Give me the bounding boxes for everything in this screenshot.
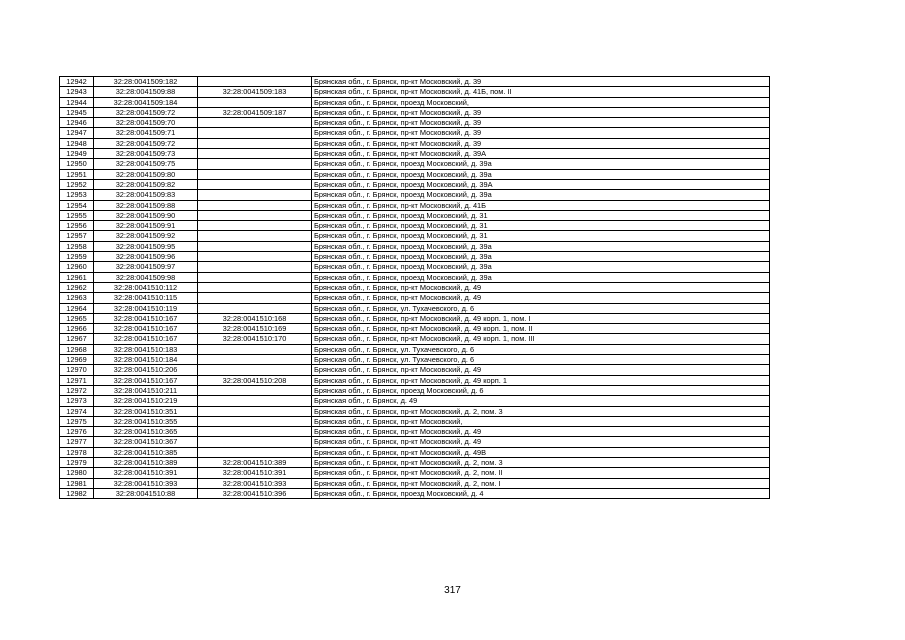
cadastral-number-cell: 32:28:0041509:182 bbox=[94, 77, 198, 87]
page-number: 317 bbox=[444, 585, 461, 596]
address-cell: Брянская обл., г. Брянск, ул. Тухачевского, д. 6 bbox=[312, 344, 770, 354]
related-cadastral-number-cell bbox=[198, 282, 312, 292]
table-row bbox=[60, 303, 770, 313]
row-number-cell: 12945 bbox=[60, 107, 94, 117]
related-cadastral-number-cell bbox=[198, 427, 312, 437]
cadastral-number-cell: 32:28:0041510:88 bbox=[94, 488, 198, 498]
address-cell: Брянская обл., г. Брянск, проезд Московский, д. 39а bbox=[312, 241, 770, 251]
cadastral-number-cell: 32:28:0041509:90 bbox=[94, 210, 198, 220]
address-cell: Брянская обл., г. Брянск, пр-кт Московский, д. 39 bbox=[312, 138, 770, 148]
address-cell: Брянская обл., г. Брянск, пр-кт Московский, д. 49 bbox=[312, 365, 770, 375]
related-cadastral-number-cell: 32:28:0041510:208 bbox=[198, 375, 312, 385]
address-cell: Брянская обл., г. Брянск, пр-кт Московский, д. 41Б bbox=[312, 200, 770, 210]
table-row bbox=[60, 128, 770, 138]
table-row bbox=[60, 313, 770, 323]
row-number-cell: 12949 bbox=[60, 149, 94, 159]
row-number-cell: 12964 bbox=[60, 303, 94, 313]
table-row bbox=[60, 293, 770, 303]
cadastral-number-cell: 32:28:0041509:72 bbox=[94, 107, 198, 117]
table-row bbox=[60, 231, 770, 241]
row-number-cell: 12978 bbox=[60, 447, 94, 457]
related-cadastral-number-cell bbox=[198, 416, 312, 426]
cadastral-number-cell: 32:28:0041510:167 bbox=[94, 324, 198, 334]
table-row bbox=[60, 282, 770, 292]
address-cell: Брянская обл., г. Брянск, ул. Тухачевского, д. 6 bbox=[312, 303, 770, 313]
table-row bbox=[60, 416, 770, 426]
table-row bbox=[60, 210, 770, 220]
row-number-cell: 12944 bbox=[60, 97, 94, 107]
address-cell: Брянская обл., г. Брянск, проезд Московский, д. 31 bbox=[312, 221, 770, 231]
related-cadastral-number-cell bbox=[198, 293, 312, 303]
table-row bbox=[60, 365, 770, 375]
row-number-cell: 12975 bbox=[60, 416, 94, 426]
row-number-cell: 12943 bbox=[60, 87, 94, 97]
related-cadastral-number-cell bbox=[198, 344, 312, 354]
related-cadastral-number-cell bbox=[198, 252, 312, 262]
address-cell: Брянская обл., г. Брянск, пр-кт Московский, д. 2, пом. 3 bbox=[312, 406, 770, 416]
row-number-cell: 12947 bbox=[60, 128, 94, 138]
related-cadastral-number-cell bbox=[198, 128, 312, 138]
cadastral-number-cell: 32:28:0041509:83 bbox=[94, 190, 198, 200]
address-cell: Брянская обл., г. Брянск, пр-кт Московский, д. 49 bbox=[312, 293, 770, 303]
table-row bbox=[60, 262, 770, 272]
address-cell: Брянская обл., г. Брянск, пр-кт Московский, д. 49 корп. 1 bbox=[312, 375, 770, 385]
address-cell: Брянская обл., г. Брянск, пр-кт Московский, д. 49 корп. 1, пом. I bbox=[312, 313, 770, 323]
related-cadastral-number-cell: 32:28:0041510:393 bbox=[198, 478, 312, 488]
related-cadastral-number-cell bbox=[198, 437, 312, 447]
related-cadastral-number-cell bbox=[198, 406, 312, 416]
row-number-cell: 12981 bbox=[60, 478, 94, 488]
related-cadastral-number-cell bbox=[198, 159, 312, 169]
related-cadastral-number-cell: 32:28:0041510:391 bbox=[198, 468, 312, 478]
table-row bbox=[60, 97, 770, 107]
cadastral-number-cell: 32:28:0041510:206 bbox=[94, 365, 198, 375]
cadastral-number-cell: 32:28:0041509:71 bbox=[94, 128, 198, 138]
address-cell: Брянская обл., г. Брянск, проезд Московский, д. 6 bbox=[312, 385, 770, 395]
cadastral-number-cell: 32:28:0041510:211 bbox=[94, 385, 198, 395]
address-cell: Брянская обл., г. Брянск, проезд Московский, д. 39а bbox=[312, 169, 770, 179]
row-number-cell: 12957 bbox=[60, 231, 94, 241]
address-cell: Брянская обл., г. Брянск, пр-кт Московский, д. 39 bbox=[312, 118, 770, 128]
related-cadastral-number-cell bbox=[198, 262, 312, 272]
related-cadastral-number-cell: 32:28:0041510:169 bbox=[198, 324, 312, 334]
address-cell: Брянская обл., г. Брянск, пр-кт Московский, д. 49 корп. 1, пом. III bbox=[312, 334, 770, 344]
related-cadastral-number-cell: 32:28:0041510:170 bbox=[198, 334, 312, 344]
row-number-cell: 12973 bbox=[60, 396, 94, 406]
row-number-cell: 12962 bbox=[60, 282, 94, 292]
related-cadastral-number-cell bbox=[198, 241, 312, 251]
cadastral-number-cell: 32:28:0041509:88 bbox=[94, 200, 198, 210]
cadastral-number-cell: 32:28:0041510:167 bbox=[94, 334, 198, 344]
cadastral-number-cell: 32:28:0041509:184 bbox=[94, 97, 198, 107]
cadastral-number-cell: 32:28:0041509:91 bbox=[94, 221, 198, 231]
cadastral-number-cell: 32:28:0041509:88 bbox=[94, 87, 198, 97]
row-number-cell: 12953 bbox=[60, 190, 94, 200]
row-number-cell: 12971 bbox=[60, 375, 94, 385]
table-row bbox=[60, 468, 770, 478]
related-cadastral-number-cell bbox=[198, 272, 312, 282]
table-row bbox=[60, 396, 770, 406]
related-cadastral-number-cell bbox=[198, 385, 312, 395]
related-cadastral-number-cell bbox=[198, 221, 312, 231]
table-row bbox=[60, 488, 770, 498]
address-cell: Брянская обл., г. Брянск, проезд Московский, д. 31 bbox=[312, 231, 770, 241]
cadastral-number-cell: 32:28:0041509:95 bbox=[94, 241, 198, 251]
row-number-cell: 12948 bbox=[60, 138, 94, 148]
related-cadastral-number-cell: 32:28:0041510:389 bbox=[198, 457, 312, 467]
table-row bbox=[60, 159, 770, 169]
cadastral-number-cell: 32:28:0041510:184 bbox=[94, 355, 198, 365]
address-cell: Брянская обл., г. Брянск, проезд Московский, д. 4 bbox=[312, 488, 770, 498]
address-cell: Брянская обл., г. Брянск, проезд Московский, д. 31 bbox=[312, 210, 770, 220]
row-number-cell: 12951 bbox=[60, 169, 94, 179]
cadastral-number-cell: 32:28:0041509:75 bbox=[94, 159, 198, 169]
cadastral-number-cell: 32:28:0041510:389 bbox=[94, 457, 198, 467]
cadastral-number-cell: 32:28:0041509:96 bbox=[94, 252, 198, 262]
row-number-cell: 12946 bbox=[60, 118, 94, 128]
cadastral-number-cell: 32:28:0041510:355 bbox=[94, 416, 198, 426]
address-cell: Брянская обл., г. Брянск, ул. Тухачевского, д. 6 bbox=[312, 355, 770, 365]
row-number-cell: 12955 bbox=[60, 210, 94, 220]
related-cadastral-number-cell: 32:28:0041510:168 bbox=[198, 313, 312, 323]
table-row bbox=[60, 478, 770, 488]
related-cadastral-number-cell bbox=[198, 179, 312, 189]
related-cadastral-number-cell bbox=[198, 365, 312, 375]
address-cell: Брянская обл., г. Брянск, проезд Московский, д. 39а bbox=[312, 252, 770, 262]
address-cell: Брянская обл., г. Брянск, пр-кт Московский, д. 39 bbox=[312, 77, 770, 87]
row-number-cell: 12950 bbox=[60, 159, 94, 169]
address-cell: Брянская обл., г. Брянск, пр-кт Московский, д. 49В bbox=[312, 447, 770, 457]
address-cell: Брянская обл., г. Брянск, пр-кт Московский, д. 39 bbox=[312, 107, 770, 117]
table-row bbox=[60, 385, 770, 395]
table-row bbox=[60, 406, 770, 416]
row-number-cell: 12960 bbox=[60, 262, 94, 272]
address-cell: Брянская обл., г. Брянск, пр-кт Московский, д. 2, пом. 3 bbox=[312, 457, 770, 467]
cadastral-number-cell: 32:28:0041509:80 bbox=[94, 169, 198, 179]
related-cadastral-number-cell bbox=[198, 231, 312, 241]
table-row bbox=[60, 457, 770, 467]
address-cell: Брянская обл., г. Брянск, пр-кт Московский, д. 49 bbox=[312, 437, 770, 447]
register-table-body bbox=[60, 77, 770, 499]
cadastral-number-cell: 32:28:0041510:393 bbox=[94, 478, 198, 488]
table-row bbox=[60, 107, 770, 117]
table-row bbox=[60, 179, 770, 189]
row-number-cell: 12965 bbox=[60, 313, 94, 323]
table-row bbox=[60, 355, 770, 365]
cadastral-number-cell: 32:28:0041509:70 bbox=[94, 118, 198, 128]
row-number-cell: 12961 bbox=[60, 272, 94, 282]
address-cell: Брянская обл., г. Брянск, пр-кт Московский, д. 39 bbox=[312, 128, 770, 138]
related-cadastral-number-cell bbox=[198, 447, 312, 457]
table-row bbox=[60, 138, 770, 148]
cadastral-number-cell: 32:28:0041509:98 bbox=[94, 272, 198, 282]
row-number-cell: 12979 bbox=[60, 457, 94, 467]
cadastral-number-cell: 32:28:0041510:119 bbox=[94, 303, 198, 313]
address-cell: Брянская обл., г. Брянск, проезд Московский, д. 39а bbox=[312, 262, 770, 272]
table-row bbox=[60, 190, 770, 200]
row-number-cell: 12977 bbox=[60, 437, 94, 447]
related-cadastral-number-cell bbox=[198, 190, 312, 200]
cadastral-number-cell: 32:28:0041510:183 bbox=[94, 344, 198, 354]
row-number-cell: 12956 bbox=[60, 221, 94, 231]
address-cell: Брянская обл., г. Брянск, проезд Московский, д. 39а bbox=[312, 159, 770, 169]
related-cadastral-number-cell bbox=[198, 200, 312, 210]
cadastral-number-cell: 32:28:0041510:391 bbox=[94, 468, 198, 478]
address-cell: Брянская обл., г. Брянск, проезд Московский, bbox=[312, 97, 770, 107]
cadastral-number-cell: 32:28:0041509:97 bbox=[94, 262, 198, 272]
row-number-cell: 12976 bbox=[60, 427, 94, 437]
related-cadastral-number-cell bbox=[198, 97, 312, 107]
row-number-cell: 12959 bbox=[60, 252, 94, 262]
address-cell: Брянская обл., г. Брянск, пр-кт Московский, д. 39А bbox=[312, 149, 770, 159]
table-row bbox=[60, 77, 770, 87]
cadastral-number-cell: 32:28:0041510:367 bbox=[94, 437, 198, 447]
address-cell: Брянская обл., г. Брянск, пр-кт Московский, д. 49 bbox=[312, 427, 770, 437]
cadastral-number-cell: 32:28:0041510:365 bbox=[94, 427, 198, 437]
table-row bbox=[60, 149, 770, 159]
cadastral-number-cell: 32:28:0041510:167 bbox=[94, 313, 198, 323]
table-row bbox=[60, 272, 770, 282]
table-row bbox=[60, 427, 770, 437]
address-cell: Брянская обл., г. Брянск, пр-кт Московский, д. 49 корп. 1, пом. II bbox=[312, 324, 770, 334]
table-row bbox=[60, 437, 770, 447]
address-cell: Брянская обл., г. Брянск, проезд Московский, д. 39а bbox=[312, 190, 770, 200]
row-number-cell: 12942 bbox=[60, 77, 94, 87]
cadastral-number-cell: 32:28:0041510:385 bbox=[94, 447, 198, 457]
cadastral-number-cell: 32:28:0041510:351 bbox=[94, 406, 198, 416]
table-row bbox=[60, 118, 770, 128]
row-number-cell: 12968 bbox=[60, 344, 94, 354]
cadastral-number-cell: 32:28:0041509:72 bbox=[94, 138, 198, 148]
cadastral-number-cell: 32:28:0041510:167 bbox=[94, 375, 198, 385]
row-number-cell: 12982 bbox=[60, 488, 94, 498]
row-number-cell: 12969 bbox=[60, 355, 94, 365]
table-row bbox=[60, 447, 770, 457]
related-cadastral-number-cell bbox=[198, 138, 312, 148]
address-cell: Брянская обл., г. Брянск, пр-кт Московский, д. 2, пом. II bbox=[312, 468, 770, 478]
address-cell: Брянская обл., г. Брянск, пр-кт Московский, bbox=[312, 416, 770, 426]
table-row bbox=[60, 375, 770, 385]
cadastral-number-cell: 32:28:0041509:92 bbox=[94, 231, 198, 241]
related-cadastral-number-cell bbox=[198, 118, 312, 128]
row-number-cell: 12966 bbox=[60, 324, 94, 334]
table-row bbox=[60, 241, 770, 251]
cadastral-number-cell: 32:28:0041510:219 bbox=[94, 396, 198, 406]
table-row bbox=[60, 324, 770, 334]
row-number-cell: 12980 bbox=[60, 468, 94, 478]
related-cadastral-number-cell bbox=[198, 355, 312, 365]
row-number-cell: 12972 bbox=[60, 385, 94, 395]
table-row bbox=[60, 87, 770, 97]
table-row bbox=[60, 169, 770, 179]
related-cadastral-number-cell bbox=[198, 396, 312, 406]
table-row bbox=[60, 252, 770, 262]
related-cadastral-number-cell bbox=[198, 169, 312, 179]
register-table bbox=[59, 76, 770, 499]
related-cadastral-number-cell bbox=[198, 210, 312, 220]
cadastral-number-cell: 32:28:0041509:82 bbox=[94, 179, 198, 189]
related-cadastral-number-cell: 32:28:0041509:183 bbox=[198, 87, 312, 97]
table-row bbox=[60, 334, 770, 344]
row-number-cell: 12958 bbox=[60, 241, 94, 251]
table-row bbox=[60, 221, 770, 231]
row-number-cell: 12967 bbox=[60, 334, 94, 344]
row-number-cell: 12954 bbox=[60, 200, 94, 210]
address-cell: Брянская обл., г. Брянск, пр-кт Московский, д. 49 bbox=[312, 282, 770, 292]
address-cell: Брянская обл., г. Брянск, пр-кт Московский, д. 41Б, пом. II bbox=[312, 87, 770, 97]
cadastral-number-cell: 32:28:0041510:112 bbox=[94, 282, 198, 292]
related-cadastral-number-cell: 32:28:0041509:187 bbox=[198, 107, 312, 117]
table-row bbox=[60, 344, 770, 354]
cadastral-number-cell: 32:28:0041509:73 bbox=[94, 149, 198, 159]
row-number-cell: 12952 bbox=[60, 179, 94, 189]
related-cadastral-number-cell: 32:28:0041510:396 bbox=[198, 488, 312, 498]
table-row bbox=[60, 200, 770, 210]
related-cadastral-number-cell bbox=[198, 77, 312, 87]
address-cell: Брянская обл., г. Брянск, д. 49 bbox=[312, 396, 770, 406]
row-number-cell: 12970 bbox=[60, 365, 94, 375]
row-number-cell: 12963 bbox=[60, 293, 94, 303]
row-number-cell: 12974 bbox=[60, 406, 94, 416]
related-cadastral-number-cell bbox=[198, 149, 312, 159]
cadastral-number-cell: 32:28:0041510:115 bbox=[94, 293, 198, 303]
address-cell: Брянская обл., г. Брянск, пр-кт Московский, д. 2, пом. I bbox=[312, 478, 770, 488]
address-cell: Брянская обл., г. Брянск, проезд Московский, д. 39а bbox=[312, 272, 770, 282]
address-cell: Брянская обл., г. Брянск, проезд Московский, д. 39А bbox=[312, 179, 770, 189]
related-cadastral-number-cell bbox=[198, 303, 312, 313]
